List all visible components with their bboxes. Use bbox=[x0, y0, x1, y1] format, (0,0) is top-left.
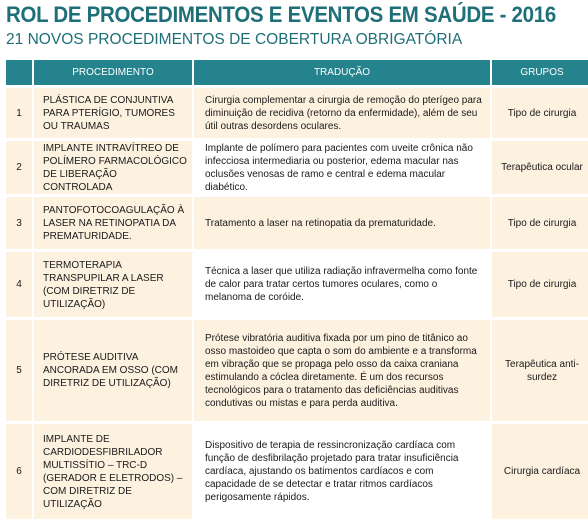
row-number: 3 bbox=[6, 196, 33, 251]
row-number: 6 bbox=[6, 423, 33, 521]
table-row bbox=[6, 251, 588, 319]
table-row bbox=[6, 319, 588, 423]
procedure-name: IMPLANTE INTRAVÍTREO DE POLÍMERO FARMACOLÓGICO DE LIBERAÇÃO CONTROLADA bbox=[33, 140, 193, 196]
row-number: 2 bbox=[6, 140, 33, 196]
column-header-number bbox=[6, 60, 33, 87]
procedure-name: TERMOTERAPIA TRANSPUPILAR A LASER (COM DIRETRIZ DE UTILIZAÇÃO) bbox=[33, 251, 193, 319]
page-title: ROL DE PROCEDIMENTOS E EVENTOS EM SAÚDE - 2016 bbox=[6, 2, 556, 27]
procedure-group: Terapêutica anti-surdez bbox=[491, 319, 588, 423]
procedure-description: Cirurgia complementar a cirurgia de remoção do pterígeo para diminuição de recidiva (retorno da enfermidade), além de seu útil outras desordens oculares. bbox=[193, 87, 491, 140]
procedures-table bbox=[6, 60, 588, 522]
table-header bbox=[6, 60, 588, 87]
row-number: 1 bbox=[6, 87, 33, 140]
procedure-description: Prótese vibratória auditiva fixada por um pino de titânico ao osso mastoideo que capta o som do ambiente e a transforma em vibração que se propaga pelo osso da caixa craniana estimulando a cóclea diretamente. É um dos recursos tecnológicos para o tratamento das deficiências auditivas condutivas ou mistas e para perda auditiva. bbox=[193, 319, 491, 423]
table-row bbox=[6, 87, 588, 140]
column-header-traducao: TRADUÇÃO bbox=[193, 60, 491, 87]
row-number: 5 bbox=[6, 319, 33, 423]
procedure-group: Tipo de cirurgia bbox=[491, 87, 588, 140]
procedure-name: IMPLANTE DE CARDIODESFIBRILADOR MULTISSÍTIO – TRC-D (GERADOR E ELETRODOS) – COM DIRETRIZ DE UTILIZAÇÃO bbox=[33, 423, 193, 521]
table-row bbox=[6, 140, 588, 196]
procedure-description: Dispositivo de terapia de ressincronização cardíaca com função de desfibrilação projetado para tratar insuficiência cardíaca, ajustando os batimentos cardíacos e com capacidade de se detectar e tratar ritmos cardíacos perigosamente rápidos. bbox=[193, 423, 491, 521]
procedure-name: PANTOFOTOCOAGULAÇÃO À LASER NA RETINOPATIA DA PREMATURIDADE. bbox=[33, 196, 193, 251]
table-row bbox=[6, 196, 588, 251]
procedure-description: Técnica a laser que utiliza radiação infravermelha como fonte de calor para tratar certos tumores oculares, como o melanoma de coróide. bbox=[193, 251, 491, 319]
procedure-name: PRÓTESE AUDITIVA ANCORADA EM OSSO (COM DIRETRIZ DE UTILIZAÇÃO) bbox=[33, 319, 193, 423]
procedure-name: PLÁSTICA DE CONJUNTIVA PARA PTERÍGIO, TUMORES OU TRAUMAS bbox=[33, 87, 193, 140]
procedure-group: Tipo de cirurgia bbox=[491, 196, 588, 251]
procedure-group: Tipo de cirurgia bbox=[491, 251, 588, 319]
procedure-description: Tratamento a laser na retinopatia da prematuridade. bbox=[193, 196, 491, 251]
table-row bbox=[6, 423, 588, 521]
column-header-grupos: GRUPOS bbox=[491, 60, 588, 87]
column-header-procedimento: PROCEDIMENTO bbox=[33, 60, 193, 87]
procedure-group: Cirurgia cardíaca bbox=[491, 423, 588, 521]
row-number: 4 bbox=[6, 251, 33, 319]
procedure-description: Implante de polímero para pacientes com uveite crônica não infecciosa intermediaria ou posterior, edema macular nas oclusões venosas de ramo e central e edema macular diabético. bbox=[193, 140, 491, 196]
procedure-group: Terapêutica ocular bbox=[491, 140, 588, 196]
page-subtitle: 21 NOVOS PROCEDIMENTOS DE COBERTURA OBRIGATÓRIA bbox=[6, 31, 463, 48]
